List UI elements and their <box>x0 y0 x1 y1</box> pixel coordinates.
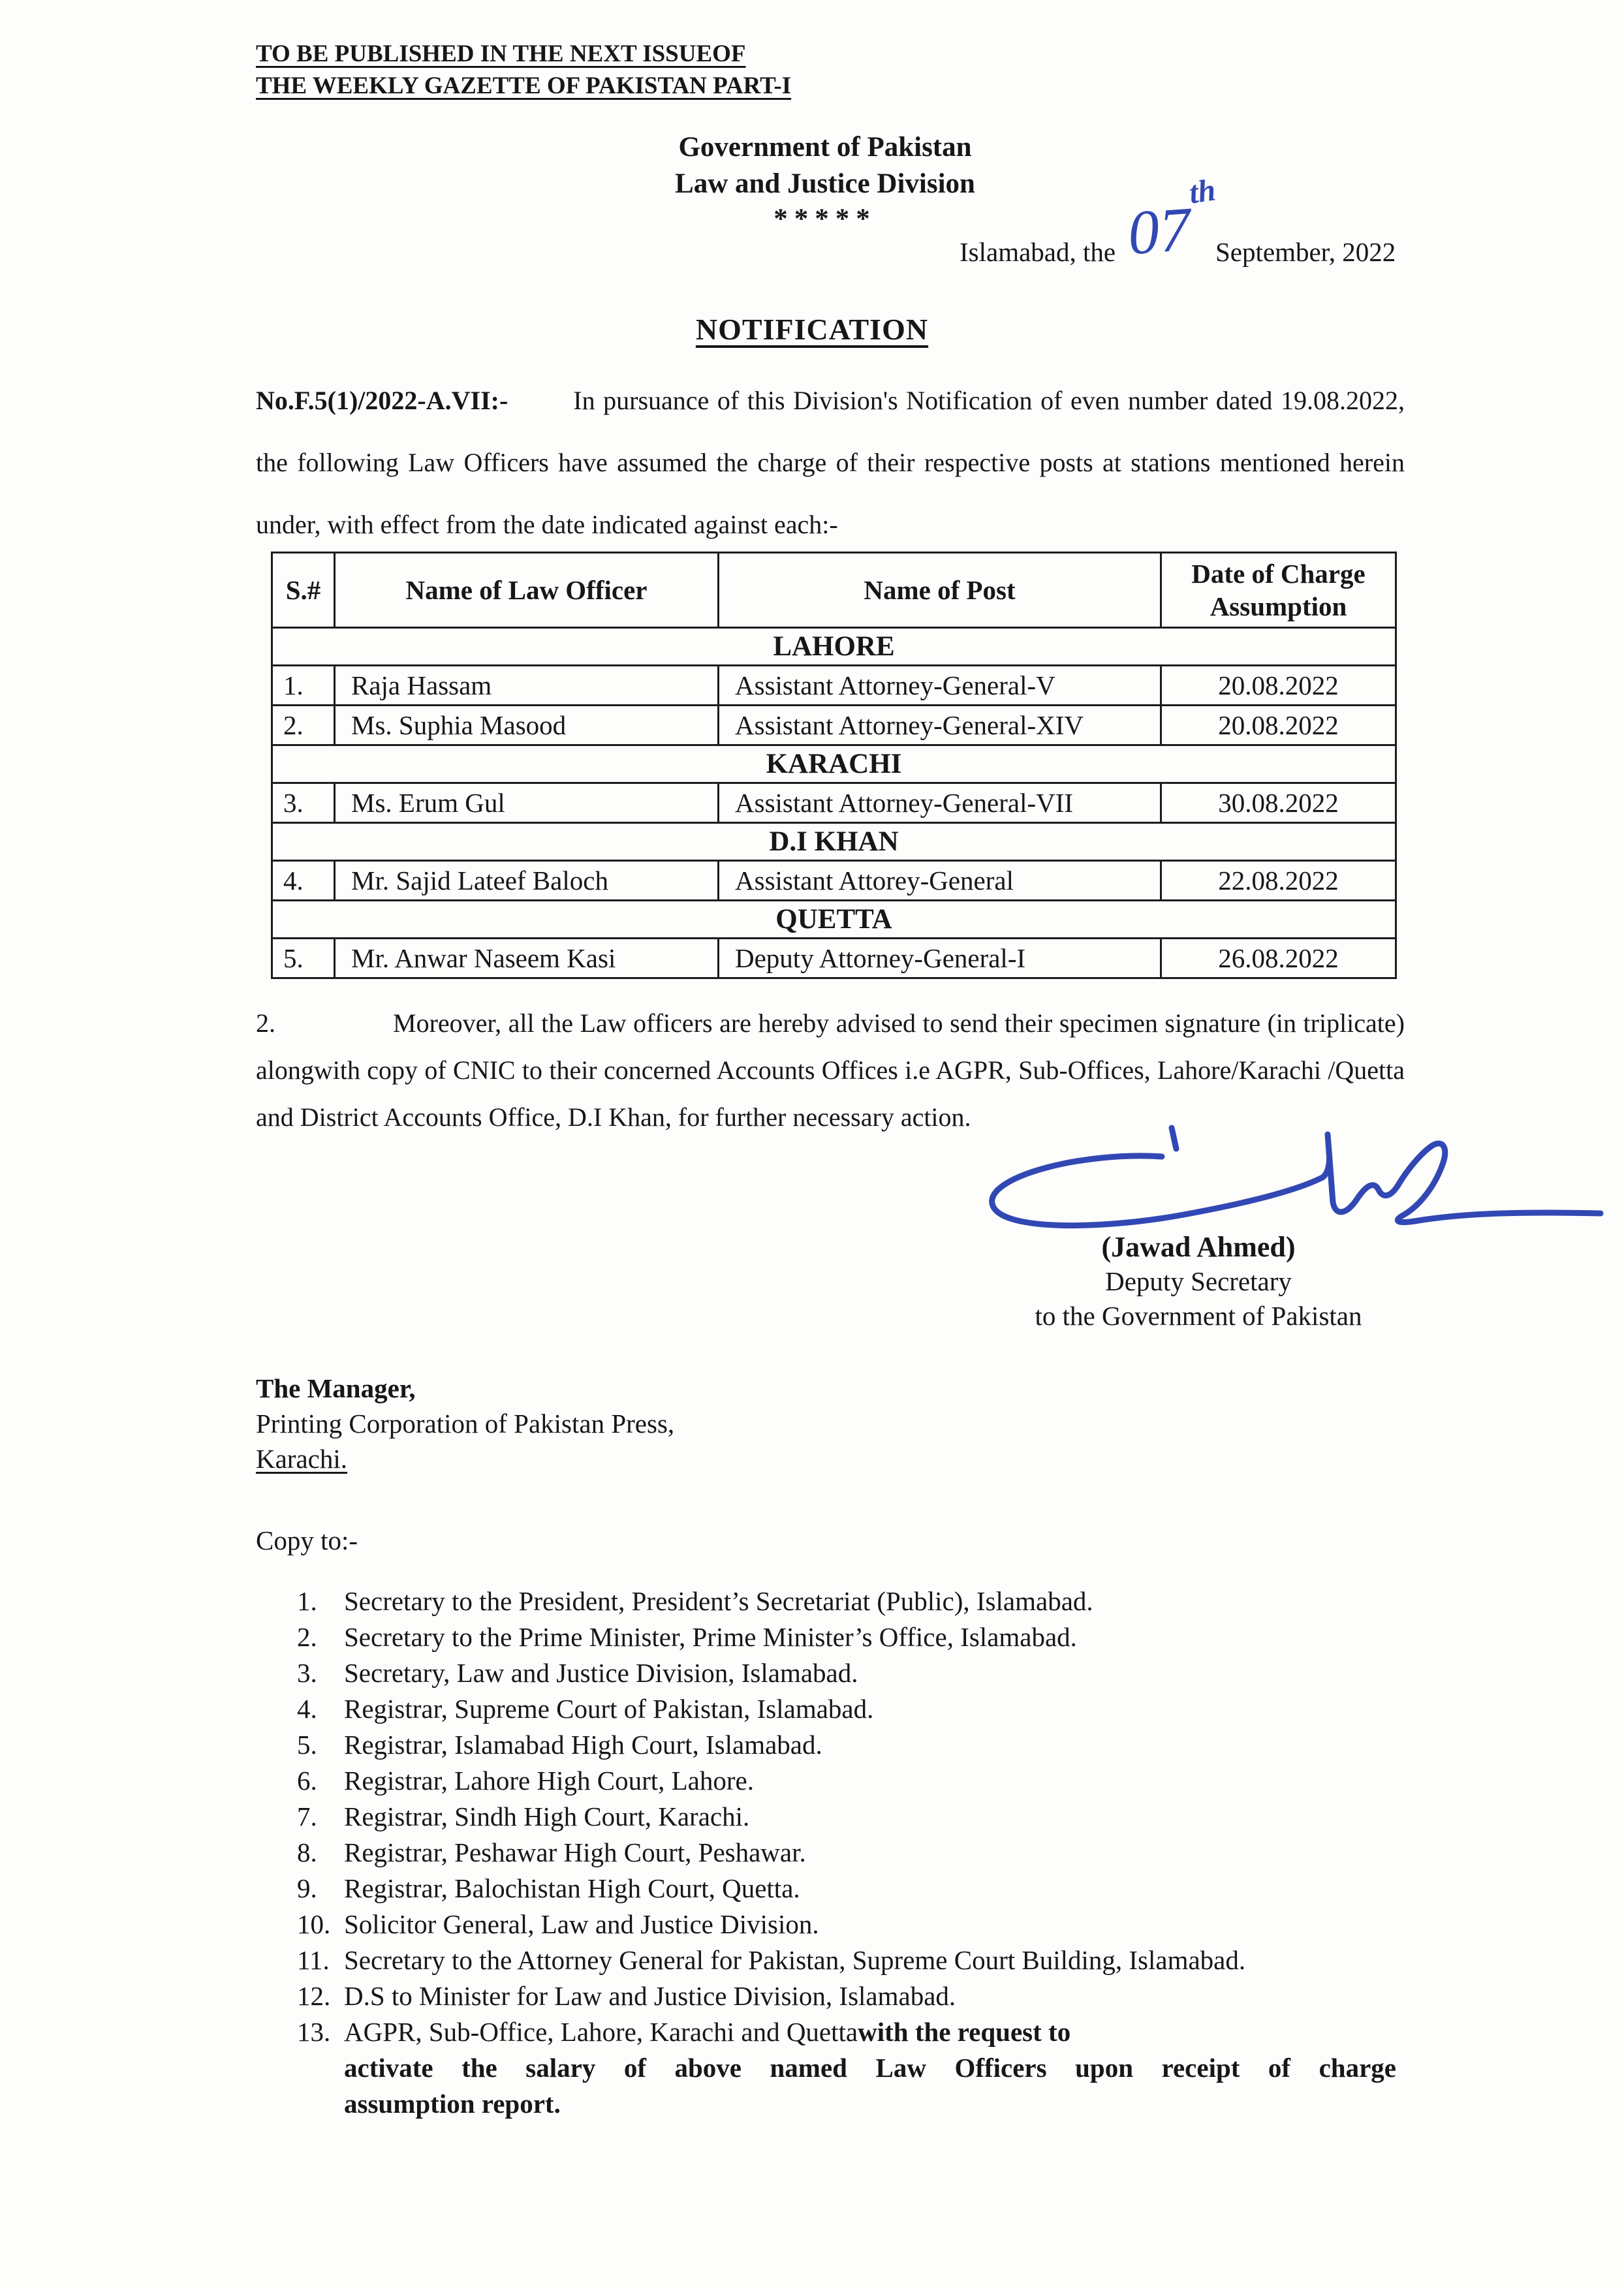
signatory-title: Deputy Secretary <box>1105 1266 1292 1296</box>
signatory-org: to the Government of Pakistan <box>1035 1301 1362 1331</box>
paragraph-2-text: Moreover, all the Law officers are hereby advised to send their specimen signature (in triplicate) alongwith copy of CNIC to their concerned Accounts Offices i.e AGPR, Sub-Offices, Lahore/Karachi /Quetta and District Accounts Office, D.I Khan, for further necessary action. <box>256 1008 1405 1132</box>
col-header-sn: S.# <box>272 553 335 628</box>
table-row: 4. Mr. Sajid Lateef Baloch Assistant Attorey-General 22.08.2022 <box>272 861 1396 901</box>
city-label: QUETTA <box>272 901 1396 939</box>
addressee-title: The Manager, <box>256 1373 416 1403</box>
signature-ink-icon <box>946 1116 1624 1247</box>
copy-to-label: Copy to:- <box>256 1525 358 1555</box>
table-row: 5. Mr. Anwar Naseem Kasi Deputy Attorney-General-I 26.08.2022 <box>272 939 1396 978</box>
notification-title: NOTIFICATION <box>695 313 929 346</box>
copy-item: 9. Registrar, Balochistan High Court, Quetta. <box>297 1873 800 1903</box>
paragraph-2-number: 2. <box>256 1008 275 1038</box>
copy-to-list <box>297 1583 1410 2122</box>
copy-item: 7. Registrar, Sindh High Court, Karachi. <box>297 1801 750 1831</box>
copy-item: 13. AGPR, Sub-Office, Lahore, Karachi and Quetta with the request to <box>297 2014 1410 2050</box>
date-suffix: September, 2022 <box>1215 237 1396 267</box>
col-header-name: Name of Law Officer <box>335 553 719 628</box>
date-line <box>960 172 1456 282</box>
paragraph-1-text: In pursuance of this Division's Notification of even number dated 19.08.2022, the following Law Officers have assumed the charge of their respective posts at stations mentioned herein under, with effect from the date indicated against each:- <box>256 386 1405 539</box>
paragraph-1 <box>256 369 1405 555</box>
copy-item: 6. Registrar, Lahore High Court, Lahore. <box>297 1766 754 1796</box>
gazette-header-line1: TO BE PUBLISHED IN THE NEXT ISSUEOF <box>256 40 746 67</box>
copy-item: 2. Secretary to the Prime Minister, Prime Minister’s Office, Islamabad. <box>297 1622 1077 1652</box>
city-row <box>272 628 1396 666</box>
addressee-org: Printing Corporation of Pakistan Press, <box>256 1409 675 1439</box>
copy-item: 11. Secretary to the Attorney General for Pakistan, Supreme Court Building, Islamabad. <box>297 1945 1246 1975</box>
col-header-post: Name of Post <box>719 553 1161 628</box>
date-prefix: Islamabad, the <box>960 237 1116 267</box>
city-label: D.I KHAN <box>272 823 1396 861</box>
copy-item-13-continuation-end: assumption report. <box>344 2089 561 2119</box>
copy-item: 8. Registrar, Peshawar High Court, Peshawar. <box>297 1837 806 1867</box>
copy-item: 3. Secretary, Law and Justice Division, Islamabad. <box>297 1658 858 1688</box>
copy-item: 10. Solicitor General, Law and Justice Division. <box>297 1909 819 1939</box>
copy-item-13-continuation: activate the salary of above named Law Officers upon receipt of charge <box>344 2053 1396 2083</box>
city-label: LAHORE <box>272 628 1396 666</box>
gazette-header-line2: THE WEEKLY GAZETTE OF PAKISTAN PART-I <box>256 72 792 99</box>
copy-item: 1. Secretary to the President, President’s Secretariat (Public), Islamabad. <box>297 1586 1093 1616</box>
signatory-block <box>944 1230 1453 1333</box>
col-header-date: Date of Charge Assumption <box>1161 553 1396 628</box>
handwritten-day-ordinal: th <box>1187 172 1218 211</box>
copy-item: 12. D.S to Minister for Law and Justice Division, Islamabad. <box>297 1981 956 2011</box>
city-row <box>272 901 1396 939</box>
org-block <box>13 129 1624 236</box>
table-row: 1. Raja Hassam Assistant Attorney-General-V 20.08.2022 <box>272 666 1396 706</box>
org-separator-stars: ***** <box>773 204 877 234</box>
table-row: 3. Ms. Erum Gul Assistant Attorney-General-VII 30.08.2022 <box>272 783 1396 823</box>
signatory-name: (Jawad Ahmed) <box>1101 1231 1296 1263</box>
city-row <box>272 745 1396 783</box>
copy-item: 5. Registrar, Islamabad High Court, Islamabad. <box>297 1730 822 1760</box>
copy-item-13-bold: with the request to <box>858 2017 1071 2047</box>
officers-table-wrap <box>271 552 1397 979</box>
gazette-header <box>256 38 791 102</box>
addressee-block <box>256 1371 674 1476</box>
table-header-row <box>272 553 1396 628</box>
table-row: 2. Ms. Suphia Masood Assistant Attorney-General-XIV 20.08.2022 <box>272 706 1396 745</box>
city-label: KARACHI <box>272 745 1396 783</box>
copy-item: 4. Registrar, Supreme Court of Pakistan, Islamabad. <box>297 1694 874 1724</box>
org-name: Government of Pakistan <box>678 132 972 163</box>
city-row <box>272 823 1396 861</box>
org-division: Law and Justice Division <box>675 168 975 199</box>
handwritten-day: 07 <box>1125 193 1193 268</box>
reference-number: No.F.5(1)/2022-A.VII:- <box>256 386 508 415</box>
addressee-city: Karachi. <box>256 1444 347 1474</box>
officers-table <box>271 552 1397 979</box>
